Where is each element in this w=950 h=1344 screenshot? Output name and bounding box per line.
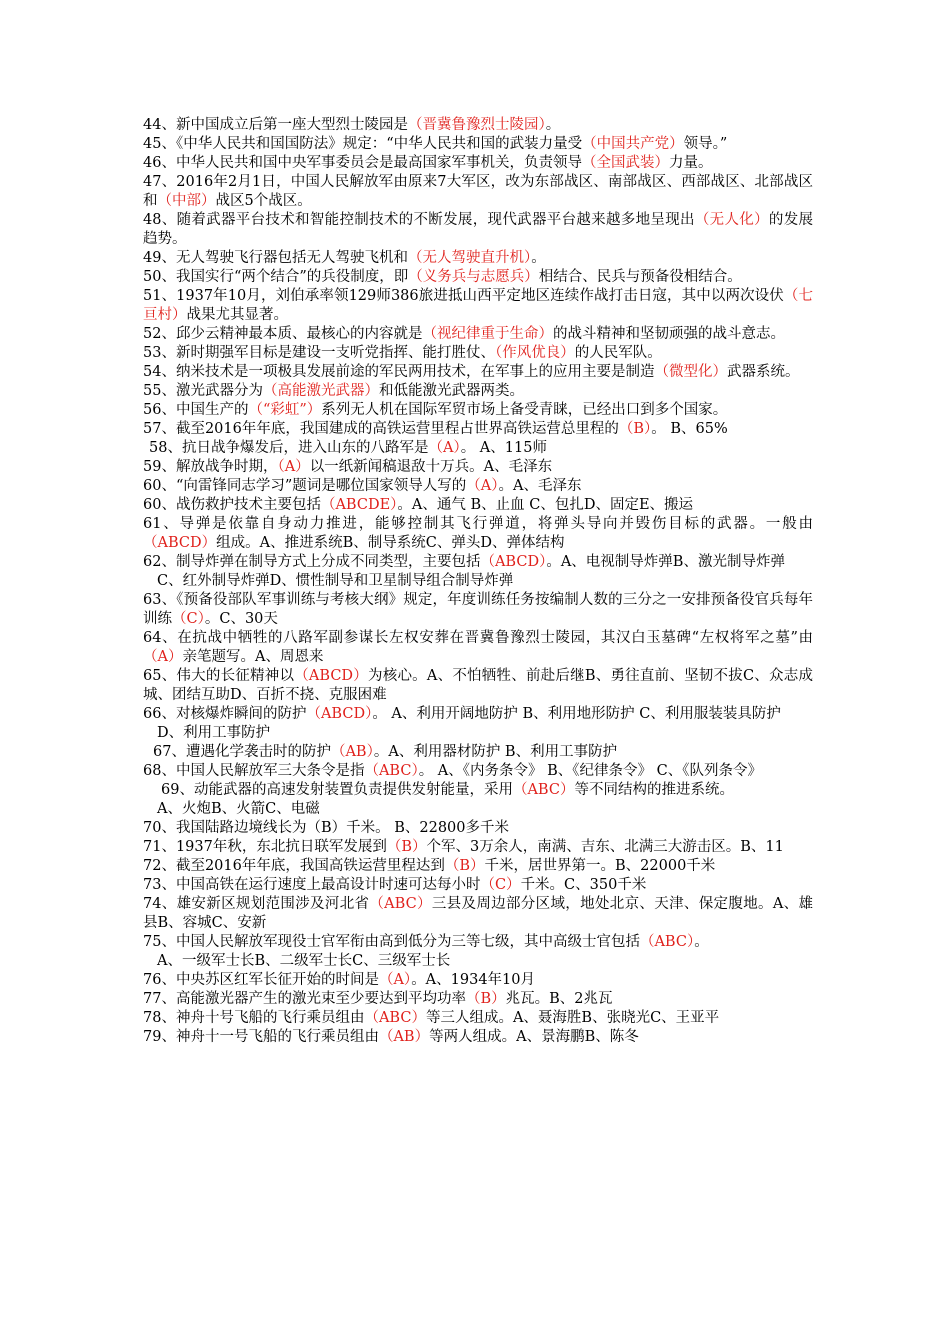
question-text: 55、激光武器分为 <box>143 383 263 399</box>
question-text: 50、我国实行“两个结合”的兵役制度，即 <box>143 269 409 285</box>
question-text: 等三人组成。A、聂海胜B、张晓光C、王亚平 <box>425 1010 720 1026</box>
question-text: 力量。 <box>668 155 713 171</box>
question-text: 。 <box>531 250 546 266</box>
question-text: 64、在抗战中牺牲的八路军副参谋长左权安葬在晋冀鲁豫烈士陵园，其汉白玉墓碑“左权将军之墓”由 <box>143 630 813 646</box>
question-text: 。A、通气 B、止血 C、包扎D、固定E、搬运 <box>397 497 694 513</box>
question-text: 71、1937年秋，东北抗日联军发展到 <box>143 839 387 855</box>
answer-text: （七亘村） <box>143 288 813 323</box>
question-text: 。 <box>545 117 561 133</box>
question-item <box>143 116 813 135</box>
question-text: 武器系统。 <box>726 364 800 380</box>
question-text: 等不同结构的推进系统。 <box>574 782 734 798</box>
question-text: 73、中国高铁在运行速度上最高设计时速可达每小时 <box>143 877 481 893</box>
question-text: 44、新中国成立后第一座大型烈士陵园是 <box>143 117 408 133</box>
question-item <box>143 667 813 705</box>
question-text: 78、神舟十号飞船的飞行乘员组由 <box>143 1010 365 1026</box>
answer-text: （ABCD） <box>294 668 368 684</box>
document-body <box>143 116 813 1047</box>
question-text: 79、神舟十一号飞船的飞行乘员组由 <box>143 1029 379 1045</box>
question-text: 和低能激光武器两类。 <box>378 383 524 399</box>
question-text: 48、随着武器平台技术和智能控制技术的不断发展，现代武器平台越来越多地呈现出 <box>143 212 695 228</box>
question-item <box>143 952 813 971</box>
question-text: 57、截至2016年年底，我国建成的高铁运营里程占世界高铁运营总里程的 <box>143 421 619 437</box>
question-item <box>143 857 813 876</box>
answer-text: （A） <box>378 972 412 988</box>
question-text: 兆瓦。B、2兆瓦 <box>505 991 613 1007</box>
question-text: 的人民军队。 <box>574 345 662 361</box>
answer-text: （ABCD） <box>143 535 217 551</box>
question-text: 等两人组成。A、景海鹏B、陈冬 <box>429 1029 639 1045</box>
question-text: 51、1937年10月，刘伯承率领129师386旅进抵山西平定地区连续作战打击日寇，其中以两次设伏 <box>143 288 784 304</box>
question-item <box>143 572 813 591</box>
question-text: C、红外制导炸弹D、惯性制导和卫星制导组合制导炸弹 <box>157 573 514 589</box>
answer-text: （C） <box>172 611 205 627</box>
question-item <box>143 705 813 724</box>
question-text: 战区5个战区。 <box>215 193 312 209</box>
question-item <box>143 781 813 800</box>
question-text: 74、雄安新区规划范围涉及河北省 <box>143 896 370 912</box>
answer-text: （A） <box>466 478 499 494</box>
question-item <box>143 876 813 895</box>
question-item <box>143 439 813 458</box>
question-text: 相结合、民兵与预备役相结合。 <box>538 269 742 285</box>
question-text: 63、《预备役部队军事训练与考核大纲》规定，年度训练任务按编制人数的三分之一安排预备役官兵每年训练 <box>143 592 813 627</box>
question-text: 49、无人驾驶飞行器包括无人驾驶飞机和 <box>143 250 408 266</box>
question-text: 。A、毛泽东 <box>498 478 582 494</box>
question-text: 46、中华人民共和国中央军事委员会是最高国家军事机关，负责领导 <box>143 155 582 171</box>
question-text: 的发展趋势。 <box>143 212 814 247</box>
question-item <box>143 420 813 439</box>
question-text: 。 A、115师 <box>460 440 547 456</box>
question-text: 千米。C、350千米 <box>520 877 647 893</box>
question-item <box>143 1009 813 1028</box>
question-text: 为核心。A、不怕牺牲、前赴后继B、勇往直前、坚韧不拔C、众志成城、团结互助D、百折不挠、克服困难 <box>143 668 813 703</box>
question-text: 千米，居世界第一。B、22000千米 <box>484 858 716 874</box>
answer-text: （ABC） <box>639 934 695 950</box>
answer-text: （ABC） <box>364 763 419 779</box>
question-item <box>143 477 813 496</box>
question-text: 69、动能武器的高速发射装置负责提供发射能量，采用 <box>161 782 513 798</box>
question-text: 以一纸新闻稿退敌十万兵。A、毛泽东 <box>309 459 553 475</box>
question-text: 58、抗日战争爆发后，进入山东的八路军是 <box>149 440 429 456</box>
question-item <box>143 325 813 344</box>
question-text: 70、我国陆路边境线长为（B）千米。 B、22800多千米 <box>143 820 509 836</box>
question-item <box>143 591 813 629</box>
question-text: 56、中国生产的 <box>143 402 249 418</box>
question-text: A、火炮B、火箭C、电磁 <box>157 801 320 817</box>
question-text: 59、解放战争时期， <box>143 459 278 475</box>
answer-text: （ABCDE） <box>320 497 398 513</box>
answer-text: （B） <box>386 839 427 855</box>
question-text: 77、高能激光器产生的激光束至少要达到平均功率 <box>143 991 466 1007</box>
question-item <box>143 819 813 838</box>
question-item <box>143 401 813 420</box>
question-item <box>143 1028 813 1047</box>
answer-text: （ABCD） <box>480 554 547 570</box>
question-text: D、利用工事防护 <box>157 725 271 741</box>
question-item <box>143 458 813 477</box>
question-text: 的战斗精神和坚韧顽强的战斗意志。 <box>552 326 785 342</box>
question-item <box>143 496 813 515</box>
question-item <box>143 211 813 249</box>
question-item <box>143 762 813 781</box>
question-item <box>143 135 813 154</box>
question-text: 组成。A、推进系统B、制导系统C、弹头D、弹体结构 <box>216 535 565 551</box>
question-item <box>143 724 813 743</box>
question-item <box>143 743 813 762</box>
question-text: 68、中国人民解放军三大条令是指 <box>143 763 365 779</box>
question-text: 47、2016年2月1日，中国人民解放军由原来7大军区，改为东部战区、南部战区、西部战区、北部战区和 <box>143 174 813 209</box>
answer-text: （作风优良） <box>494 345 575 361</box>
answer-text: （微型化） <box>654 364 727 380</box>
answer-text: （B） <box>618 421 652 437</box>
question-item <box>143 895 813 933</box>
question-text: 62、制导炸弹在制导方式上分成不同类型，主要包括 <box>143 554 481 570</box>
question-text: 。 B、65% <box>651 421 728 437</box>
question-text: 战果尤其显著。 <box>186 307 288 323</box>
question-text: 54、纳米技术是一项极具发展前途的军民两用技术，在军事上的应用主要是制造 <box>143 364 655 380</box>
answer-text: （A） <box>277 459 310 475</box>
answer-text: （AB） <box>378 1029 430 1045</box>
question-text: 。 <box>694 934 709 950</box>
question-text: 52、邱少云精神最本质、最核心的内容就是 <box>143 326 423 342</box>
answer-text: （义务兵与志愿兵） <box>408 269 539 285</box>
question-text: 。 A、利用开阔地防护 B、利用地形防护 C、利用服装装具防护 <box>372 706 781 722</box>
question-text: 45、《中华人民共和国国防法》规定：“中华人民共和国的武装力量受 <box>143 136 583 152</box>
answer-text: （中部） <box>157 193 216 209</box>
answer-text: （B） <box>444 858 485 874</box>
answer-text: （“彩虹”） <box>248 402 322 418</box>
question-text: 75、中国人民解放军现役士官军衔由高到低分为三等七级，其中高级士官包括 <box>143 934 640 950</box>
question-text: 领导。” <box>683 136 728 152</box>
question-item <box>143 249 813 268</box>
question-item <box>143 382 813 401</box>
question-text: 65、伟大的长征精神以 <box>143 668 295 684</box>
question-item <box>143 971 813 990</box>
answer-text: （无人驾驶直升机） <box>407 250 532 266</box>
question-text: 。C、30天 <box>204 611 278 627</box>
question-text: 。A、1934年10月 <box>411 972 536 988</box>
question-item <box>143 154 813 173</box>
answer-text: （视纪律重于生命） <box>422 326 553 342</box>
question-text: 60、“向雷锋同志学习”题词是哪位国家领导人写的 <box>143 478 467 494</box>
answer-text: （ABC） <box>369 896 432 912</box>
answer-text: （AB） <box>330 744 374 760</box>
question-text: 53、新时期强军目标是建设一支听党指挥、能打胜仗、 <box>143 345 495 361</box>
answer-text: （中国共产党） <box>582 136 684 152</box>
question-text: 三县及周边部分区域，地处北京、天津、保定腹地。A、雄县B、容城C、安新 <box>143 896 813 931</box>
answer-text: （ABCD） <box>306 706 373 722</box>
question-item <box>143 268 813 287</box>
question-text: A、一级军士长B、二级军士长C、三级军士长 <box>157 953 451 969</box>
question-item <box>143 990 813 1009</box>
question-text: 76、中央苏区红军长征开始的时间是 <box>143 972 379 988</box>
question-text: 。A、电视制导炸弹B、激光制导炸弹 <box>546 554 785 570</box>
answer-text: （ABC） <box>364 1010 426 1026</box>
answer-text: （无人化） <box>694 212 769 228</box>
question-item <box>143 344 813 363</box>
answer-text: （C） <box>480 877 521 893</box>
question-text: 72、截至2016年年底，我国高铁运营里程达到 <box>143 858 445 874</box>
question-item <box>143 838 813 857</box>
question-item <box>143 363 813 382</box>
answer-text: （A） <box>428 440 461 456</box>
question-item <box>143 933 813 952</box>
question-text: 系列无人机在国际军贸市场上备受青睐，已经出口到多个国家。 <box>321 402 728 418</box>
question-text: 。A、利用器材防护 B、利用工事防护 <box>373 744 618 760</box>
question-text: 61、导弹是依靠自身动力推进，能够控制其飞行弹道，将弹头导向并毁伤目标的武器。一般由 <box>143 516 813 532</box>
question-text: 60、战伤救护技术主要包括 <box>143 497 321 513</box>
answer-text: （高能激光武器） <box>262 383 379 399</box>
question-text: 亲笔题写。A、周恩来 <box>182 649 324 665</box>
answer-text: （ABC） <box>512 782 575 798</box>
question-item <box>143 287 813 325</box>
question-text: 个军、3万余人，南满、吉东、北满三大游击区。B、11 <box>426 839 784 855</box>
question-text: 67、遭遇化学袭击时的防护 <box>153 744 331 760</box>
answer-text: （B） <box>465 991 506 1007</box>
question-item <box>143 553 813 572</box>
question-text: 。 A、《内务条令》 B、《纪律条令》 C、《队列条令》 <box>418 763 762 779</box>
question-item <box>143 515 813 553</box>
answer-text: （全国武装） <box>581 155 669 171</box>
answer-text: （晋冀鲁豫烈士陵园） <box>407 117 546 133</box>
question-item <box>143 173 813 211</box>
question-text: 66、对核爆炸瞬间的防护 <box>143 706 307 722</box>
answer-text: （A） <box>143 649 183 665</box>
question-item <box>143 629 813 667</box>
question-item <box>143 800 813 819</box>
